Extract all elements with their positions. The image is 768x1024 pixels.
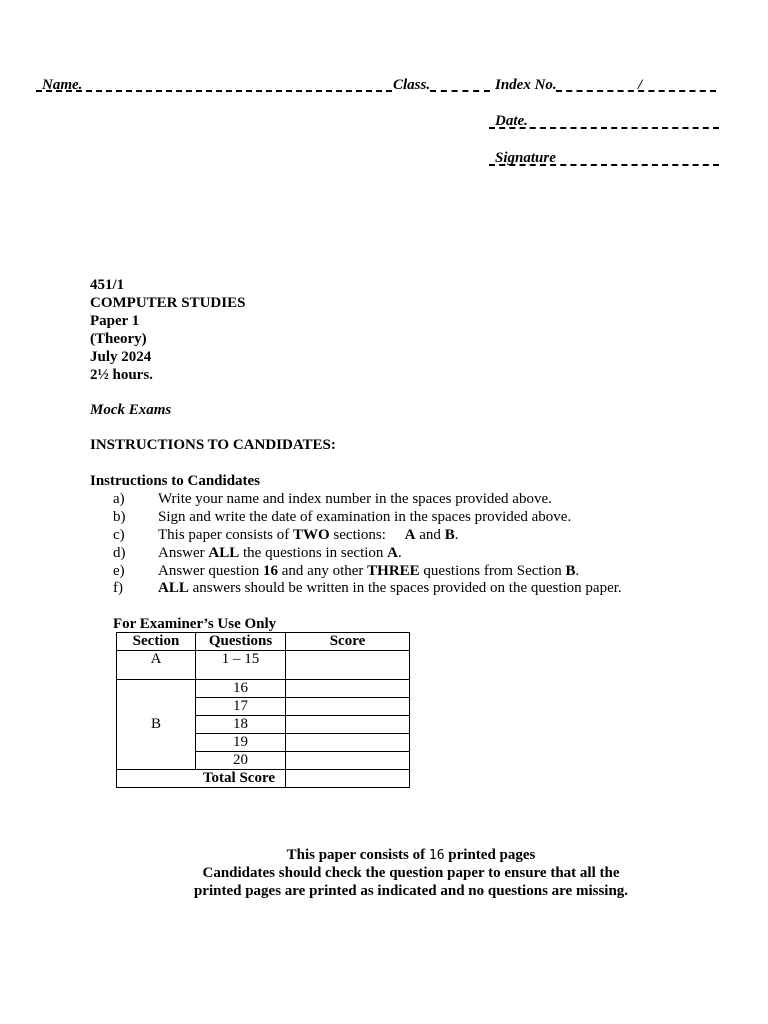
date-label: Date. bbox=[495, 113, 528, 129]
score-a-cell[interactable] bbox=[286, 651, 410, 680]
class-label: Class. bbox=[393, 77, 431, 93]
instruction-c: c) This paper consists of TWO sections: A and B. bbox=[113, 527, 459, 543]
questions-header: Questions bbox=[196, 633, 286, 651]
instructions-subheading: Instructions to Candidates bbox=[90, 473, 261, 489]
section-b-cell: B bbox=[117, 680, 196, 770]
instruction-e: e) Answer question 16 and any other THREE questions from Section B. bbox=[113, 563, 580, 579]
section-header: Section bbox=[117, 633, 196, 651]
section-a-cell: A bbox=[117, 651, 196, 680]
question-cell: 17 bbox=[196, 698, 286, 716]
signature-field[interactable] bbox=[489, 164, 719, 166]
question-cell: 20 bbox=[196, 752, 286, 770]
questions-a-cell: 1 – 15 bbox=[196, 651, 286, 680]
paper-code: 451/1 bbox=[90, 277, 125, 293]
table-header-row bbox=[117, 633, 410, 651]
paper-info bbox=[90, 276, 245, 384]
table-row bbox=[117, 651, 410, 680]
signature-label: Signature bbox=[495, 150, 556, 166]
check-note-line2: printed pages are printed as indicated and no questions are missing. bbox=[193, 883, 629, 899]
instruction-f: f) ALL answers should be written in the spaces provided on the question paper. bbox=[113, 580, 622, 596]
total-score-cell[interactable] bbox=[286, 770, 410, 788]
instruction-d: d) Answer ALL the questions in section A. bbox=[113, 545, 402, 561]
index-field[interactable] bbox=[556, 90, 716, 92]
paper-type: (Theory) bbox=[90, 331, 147, 347]
instruction-a: a) Write your name and index number in the spaces provided above. bbox=[113, 491, 552, 507]
examiner-title: For Examiner’s Use Only bbox=[113, 616, 277, 632]
name-field[interactable] bbox=[36, 90, 392, 92]
name-label: Name. bbox=[42, 77, 83, 93]
paper-subject: COMPUTER STUDIES bbox=[90, 295, 246, 311]
paper-date: July 2024 bbox=[90, 349, 152, 365]
total-row bbox=[117, 770, 410, 788]
table-row bbox=[117, 680, 410, 698]
index-label: Index No. bbox=[495, 77, 557, 93]
score-cell[interactable] bbox=[286, 698, 410, 716]
score-cell[interactable] bbox=[286, 752, 410, 770]
question-cell: 19 bbox=[196, 734, 286, 752]
check-note-line1: Candidates should check the question paper to ensure that all the bbox=[202, 865, 620, 881]
class-field[interactable] bbox=[430, 90, 490, 92]
exam-type: Mock Exams bbox=[90, 402, 172, 418]
paper-duration: 2½ hours. bbox=[90, 367, 153, 383]
examiner-table bbox=[116, 632, 410, 788]
index-separator: / bbox=[638, 77, 643, 93]
question-cell: 16 bbox=[196, 680, 286, 698]
score-cell[interactable] bbox=[286, 716, 410, 734]
instruction-b: b) Sign and write the date of examination in the spaces provided above. bbox=[113, 509, 572, 525]
question-cell: 18 bbox=[196, 716, 286, 734]
score-header: Score bbox=[286, 633, 410, 651]
pages-note: This paper consists of 16 printed pages bbox=[286, 847, 536, 863]
paper-number: Paper 1 bbox=[90, 313, 140, 329]
score-cell[interactable] bbox=[286, 734, 410, 752]
score-cell[interactable] bbox=[286, 680, 410, 698]
date-field[interactable] bbox=[489, 127, 719, 129]
total-label: Total Score bbox=[117, 770, 286, 788]
instructions-heading: INSTRUCTIONS TO CANDIDATES: bbox=[90, 437, 336, 453]
